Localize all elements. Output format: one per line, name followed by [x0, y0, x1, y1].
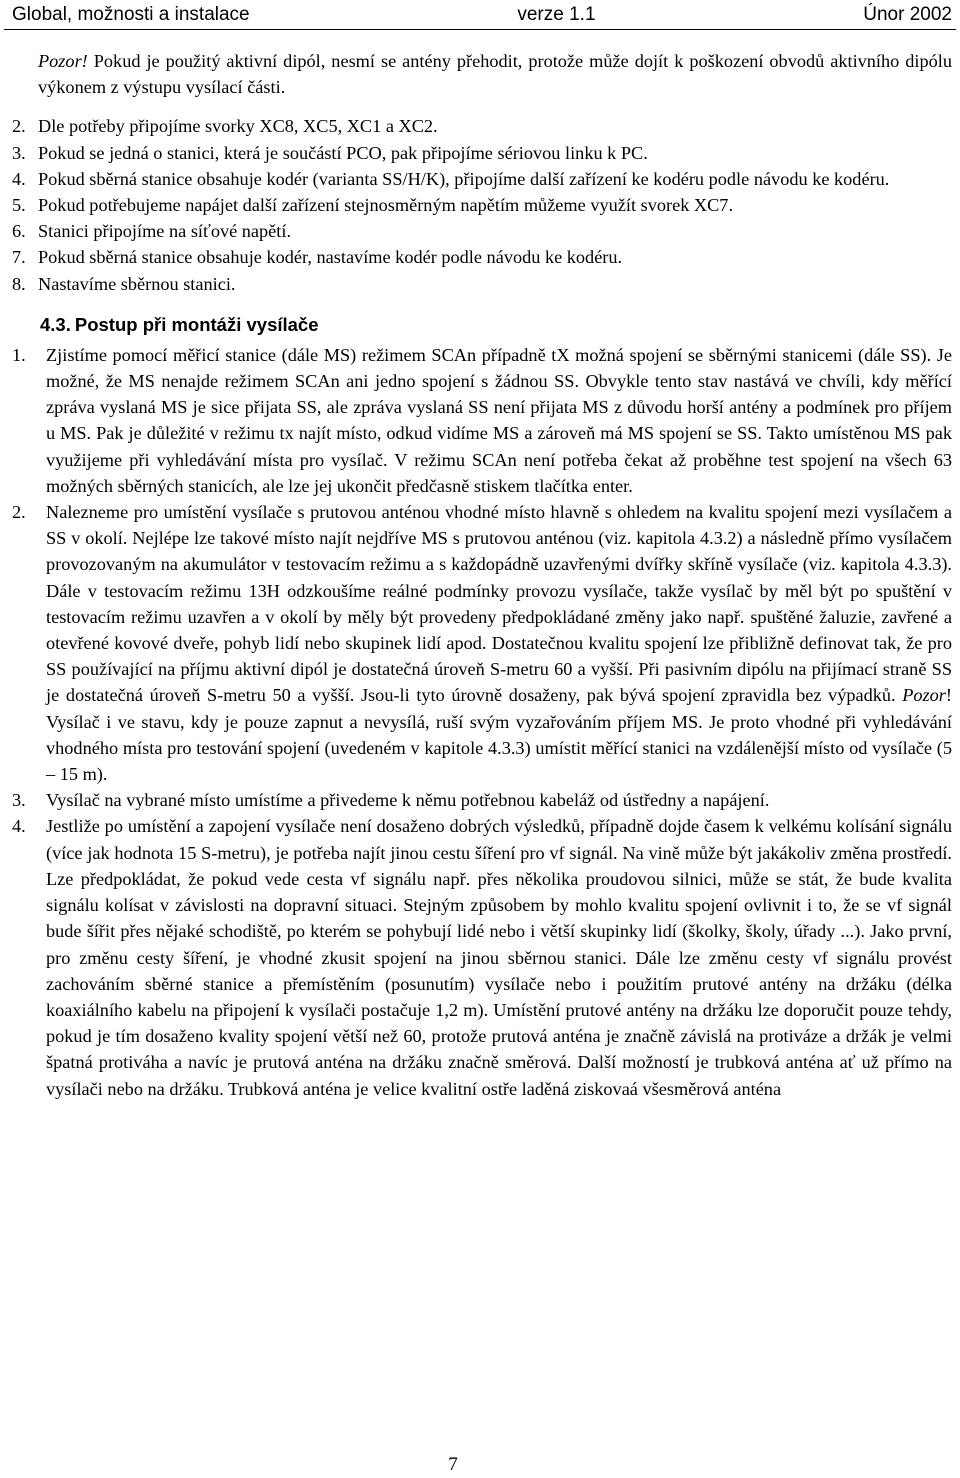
section-title: Postup při montáži vysílače — [74, 313, 319, 335]
page-header — [4, 0, 956, 30]
item-number: 6. — [12, 221, 26, 242]
item-text: Dle potřeby připojíme svorky XC8, XC5, XC1 a XC2. — [38, 116, 438, 137]
list-item — [4, 140, 956, 166]
list-item — [4, 113, 956, 139]
item-text: Pokud se jedná o stanici, která je součástí PCO, pak připojíme sériovou linku k PC. — [38, 142, 648, 163]
item-number: 8. — [12, 273, 26, 294]
list-item — [4, 271, 956, 297]
item-number: 2. — [12, 116, 26, 137]
item-number: 1. — [12, 344, 26, 365]
header-date: Únor 2002 — [863, 4, 952, 25]
item-text: Vysílač na vybrané místo umístíme a přivedeme k němu potřebnou kabeláž od ústředny a napájení. — [46, 790, 770, 811]
warning-text: Pokud je použitý aktivní dipól, nesmí se antény přehodit, protože může dojít k poškození obvodů aktivního dipólu výkonem z výstupu vysílací části. — [38, 51, 952, 98]
installation-steps — [4, 113, 956, 296]
list-item — [4, 166, 956, 192]
item-number: 5. — [12, 195, 26, 216]
list-item — [4, 244, 956, 270]
header-title: Global, možnosti a instalace — [12, 4, 250, 25]
warning-label: Pozor! — [38, 51, 88, 71]
list-item — [4, 192, 956, 218]
list-item — [4, 787, 956, 813]
item-number: 3. — [12, 142, 26, 163]
warning-paragraph — [4, 48, 956, 100]
item-number: 4. — [12, 168, 26, 189]
warning-label: Pozor — [902, 685, 946, 706]
section-heading — [40, 312, 956, 338]
mounting-steps — [4, 342, 956, 1102]
header-version: verze 1.1 — [517, 4, 596, 25]
item-text: Jestliže po umístění a zapojení vysílače není dosaženo dobrých výsledků, případně dojde časem k velkému kolísání signálu (více jak hodnota 15 S-metru), je potřeba najít jinou cestu šíření pro vf signál. Na vině může být jakákoliv změna prostředí. Lze předpokládat, že pokud vede cesta vf signálu např. přes několika proudovou silnici, může se stát, že bude kvalita signálu kolísat v závislosti na dopravní situaci. Stejným způsobem by mohlo kvalitu spojení ovlivnit i to, že se vf signál bude šířit přes nějaké schodiště, po kterém se pohybují lidé nebo i větší skupinky lidí (školky, školy, úřady ...). Jako první, pro změnu cesty šíření, je vhodné zkusit spojení na jinou sběrnou stanici. Dále lze změnu cesty vf signálu provést zachováním sběrné stanice a přemístěním (posunutím) vysílače nebo i použitím prutové antény na držáku (délka koaxiálního kabelu na připojení k vysílači postačuje 1,2 m). Umístění prutové antény na držáku lze doporučit pouze tehdy, pokud je tím dosaženo kvality spojení větší než 60, protože prutová anténa je značně závislá na protiváze a držák je velmi špatná protiváha a navíc je prutová anténa na držáku značně směrová. Další možností je trubková anténa ať už přímo na vysílači nebo na držáku. Trubková anténa je velice kvalitní ostře laděná ziskovaá všesměrová anténa — [46, 816, 952, 1099]
section-number: 4.3. — [40, 313, 71, 335]
item-text: Stanici připojíme na síťové napětí. — [38, 221, 292, 242]
page-number: 7 — [448, 1454, 458, 1475]
item-text: Pokud sběrná stanice obsahuje kodér (varianta SS/H/K), připojíme další zařízení ke kodéru podle návodu ke kodéru. — [38, 168, 890, 189]
item-text: Pokud sběrná stanice obsahuje kodér, nastavíme kodér podle návodu ke kodéru. — [38, 247, 623, 268]
item-text: Nalezneme pro umístění vysílače s prutovou anténou vhodné místo hlavně s ohledem na kvalitu spojení mezi vysílačem a SS v okolí. Nejlépe lze takové místo najít nejdříve MS s prutovou anténou (viz. kapitola 4.3.2) a následně přímo vysílačem provozovaným na akumulátor v testovacím režimu a s každopádně uzavřenými dvířky skříně vysílače (viz. kapitola 4.3.3). Dále v testovacím režimu 13H odzkoušíme reálné podmínky provozu vysílače, takže vysílač by měl být po spuštění v testovacím režimu uzavřen a v okolí by měly být provedeny předpokládané změny jako např. spuštěné žaluzie, zavřené a otevřené kovové dveře, pohyb lidí nebo skupinek lidí apod. Dostatečnou kvalitu spojení lze přibližně definovat tak, že pro SS používající na příjmu aktivní dipól je dostatečná úroveň S-metru 60 a vyšší. Při pasivním dipólu na přijímací straně SS je dostatečná úroveň S-metru 50 a vyšší. Jsou-li tyto úrovně dosaženy, pak bývá spojení zpravidla bez výpadků. — [46, 502, 952, 706]
item-text-continued: ! Vysílač i ve stavu, kdy je pouze zapnut a nevysílá, ruší svým vyzařováním příjem MS. Je proto vhodné při vyhledávání vhodného místa pro testování spojení (uvedeném v kapitole 4.3.3) umístit měřící stanici na vzdálenější místo od vysílače (5 – 15 m). — [46, 685, 952, 785]
list-item — [4, 342, 956, 499]
list-item — [4, 813, 956, 1101]
item-number: 7. — [12, 247, 26, 268]
item-number: 2. — [12, 502, 26, 523]
list-item — [4, 218, 956, 244]
item-number: 4. — [12, 816, 26, 837]
list-item — [4, 499, 956, 787]
item-text: Nastavíme sběrnou stanici. — [38, 273, 236, 294]
item-text: Zjistíme pomocí měřicí stanice (dále MS) režimem SCAn případně tX možná spojení se sběrnými stanicemi (dále SS). Je možné, že MS nenajde režimem SCAn ani jedno spojení s žádnou SS. Obvykle tento stav nastává ve chvíli, kdy měřící zpráva vyslaná MS je sice přijata SS, ale zpráva vyslaná SS není přijata MS z důvodu horší antény a podmínek pro příjem u MS. Pak je důležité v režimu tx najít místo, odkud vidíme MS a zároveň má MS spojení se SS. Takto umístěnou MS pak využijeme při vyhledávání místa pro vysílač. V režimu SCAn není potřeba čekat až proběhne test spojení na všech 63 možných sběrných stanicích, ale lze jej ukončit předčasně stiskem tlačítka enter. — [46, 344, 952, 496]
item-number: 3. — [12, 790, 26, 811]
item-text: Pokud potřebujeme napájet další zařízení stejnosměrným napětím můžeme využít svorek XC7. — [38, 195, 734, 216]
